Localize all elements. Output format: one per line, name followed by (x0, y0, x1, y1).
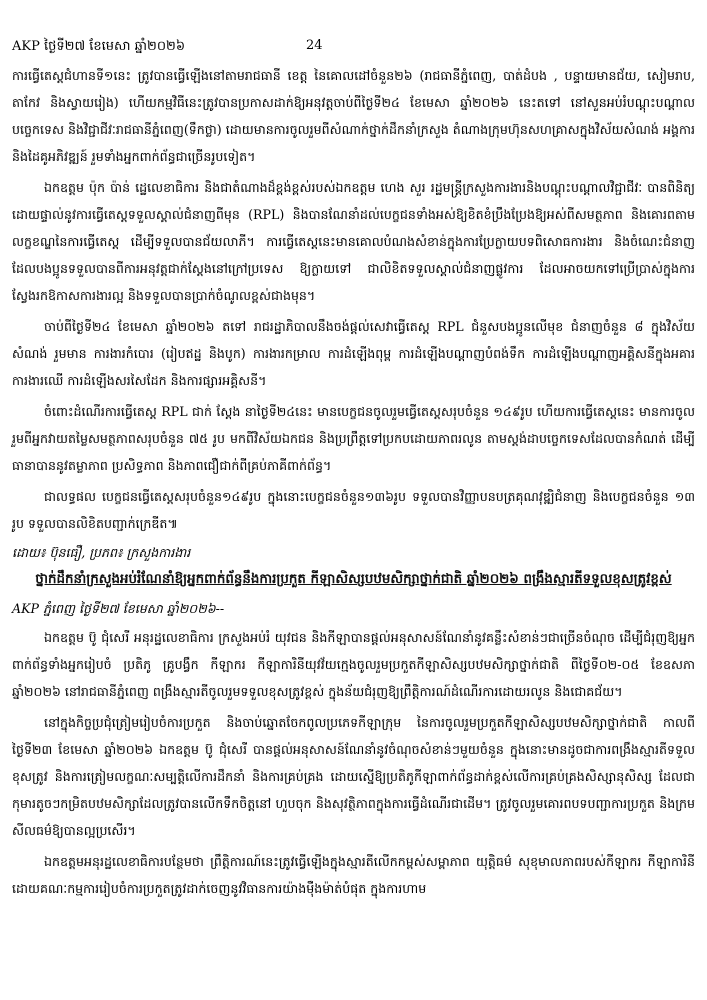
page-header (0, 38, 707, 58)
article2-paragraph-3: ឯកឧត្តមអនុរដ្ឋលេខាធិការបន្ថែមថា ព្រឹត្តិការណ៍នេះត្រូវធ្វើឡើងក្នុងស្មារតីលើកកម្ពស់សម្ពាភាព យុត្តិធម៌ សុខុមាលភាពរបស់កីឡាករ កីឡាការិនី ដោយគណៈកម្មការរៀបចំការប្រកួតត្រូវដាក់ចេញនូវវិធានការយ៉ាងម៉ឺងម៉ាត់បំផុត ក្នុងការហាម (12, 854, 695, 896)
page-content (12, 62, 695, 906)
article2-paragraph-1: ឯកឧត្តម ប៊ូ ជុំសេរី អនុរដ្ឋលេខាធិការ ក្រសួងអប់រំ យុវជន និងកីឡាបានផ្តល់អនុសាសន៍ណែនាំនូវគន្លឹះសំខាន់ៗជាច្រើនចំណុច ដើម្បីជំរុញឱ្យអ្នកពាក់ព័ន្ធទាំងអ្នករៀបចំ ប្រតិភូ គ្រូបង្វឹក កីឡាករ កីឡាការិនីយុវវ័យក្មេងចូលរួមប្រកួតកីឡាសិស្សបឋមសិក្សាថ្នាក់ជាតិ ពីថ្ងៃទី០២-០៥ ខែឧសភា ឆ្នាំ២០២៦ នៅរាជធានីភ្នំពេញ ពង្រឹងស្មារតីចូលរួមទទួលខុសត្រូវខ្ពស់ ក្នុងន័យជំរុញឱ្យព្រឹត្តិការណ៍ដំណើរការដោយរលូន និងជោគជ័យ។ (12, 630, 695, 699)
article1-paragraph-1: ការធ្វើតេស្តជំហានទី១នេះ ត្រូវបានធ្វើឡើងនៅតាមរាជធានី ខេត្ត នៃគោលដៅចំនួន២៦ (រាជធានីភ្នំពេញ, បាត់ដំបង , បន្ទាយមានជ័យ, សៀមរាប, តាកែវ និងស្វាយរៀង) ហើយកម្មវិធីនេះត្រូវបានប្រកាសដាក់ឱ្យអនុវត្តចាប់ពីថ្ងៃទី២៤ ខែមេសា ឆ្នាំ២០២៦ នេះតទៅ នៅសួនអប់រំបណ្តុះបណ្តាលបច្ចេកទេស និងវិជ្ជាជីវៈរាជធានីភ្នំពេញ(ទឹកថ្លា) ដោយមានការចូលរួមពីសំណាក់ថ្នាក់ដឹកនាំក្រសួង តំណាងក្រុមហ៊ុនសហគ្រាសក្នុងវិស័យសំណង់ អង្គការ និងដៃគូអភិវឌ្ឍន៍ រួមទាំងអ្នកពាក់ព័ន្ធជាច្រើនរូបទៀត។ (12, 68, 695, 164)
article-school-sports (12, 567, 695, 902)
article1-byline: ដោយ៖ ប៊ុនធឿ, ប្រភព៖ ក្រសួងការងារ (12, 545, 191, 560)
article1-paragraph-3: ចាប់ពីថ្ងៃទី២៤ ខែមេសា ឆ្នាំ២០២៦ តទៅ រាជរដ្ឋាភិបាលនឹងចង់ផ្តល់សេវាធ្វើតេស្ត RPL ជំនួសបងប្អូនលើមុខ ជំនាញចំនួន ៨ ក្នុងវិស័យសំណង់ រួមមាន ការងារកំបោរ (រៀបឥដ្ឋ និងបូក) ការងារកម្រាល ការដំឡើងពុម្ព ការដំឡើងបណ្តាញបំពង់ទឹក ការដំឡើងបណ្តាញអគ្គិសនីក្នុងអគារ ការងារឈើ ការដំឡើងសរសៃដែក និងការផ្សារអគ្គិសនី។ (12, 319, 695, 388)
article2-headline: ថ្នាក់ដឹកនាំក្រសួងអប់រំណែនាំឱ្យអ្នកពាក់ព័ន្ធនឹងការប្រកួត កីឡាសិស្សបឋមសិក្សាថ្នាក់ជាតិ ឆ្នាំ២០២៦ ពង្រឹងស្មារតីទទួលខុសត្រូវខ្ពស់ (35, 571, 672, 587)
article2-paragraph-2: នៅក្នុងកិច្ចប្រជុំត្រៀមរៀបចំការប្រកួត និងចាប់ឆ្នោតចែកពូលប្រភេទកីឡាក្រុម នៃការចូលរួមប្រកួតកីឡាសិស្សបឋមសិក្សាថ្នាក់ជាតិ កាលពីថ្ងៃទី២៣ ខែមេសា ឆ្នាំ២០២៦ ឯកឧត្តម ប៊ូ ជុំសេរី បានផ្តល់អនុសាសន៍ណែនាំនូវចំណុចសំខាន់ៗមួយចំនួន ក្នុងនោះមានដូចជាការពង្រឹងស្មារតីទទួលខុសត្រូវ និងការត្រៀមលក្ខណៈសម្បត្តិលើការដឹកនាំ និងការគ្រប់គ្រង ដោយស្នើឱ្យប្រតិភូកីឡាពាក់ព័ន្ធដាក់ខ្ពស់លើការគ្រប់គ្រងសិស្សានុសិស្ស ដែលជាកុមារតូចៗកម្រិតបឋមសិក្សាដែលត្រូវបានលើកទឹកចិត្តនៅ ហួបចុក និងសុវត្ថិភាពក្នុងការធ្វើដំណើរជាដើម។ ត្រូវចូលរួមគោរពបទបញ្ជាការប្រកួត និងក្រមសីលធម៌ឱ្យបានល្អប្រសើរ។ (12, 715, 695, 838)
article1-paragraph-2: ឯកឧត្តម ប៉ុក ប៉ាន់ ដ្ឋេលេខាធិការ និងជាតំណាងដ៏ខ្ពង់ខ្ពស់របស់ឯកឧត្តម ហេង សួរ រដ្ឋមន្ត្រីក្រសួងការងារនិងបណ្តុះបណ្តាលវិជ្ជាជីវៈ បានពិនិត្យដោយផ្ទាល់នូវការធ្វើតេស្តទទួលស្គាល់ជំនាញពីមុន (RPL) និងបានណែនាំដល់បេក្ខជនទាំងអស់ឱ្យខិតខំប្រឹងប្រែងឱ្យអស់ពីសមត្ថភាព និងគោរពតាមលក្ខខណ្ឌនៃការធ្វើតេស្ត ដើម្បីទទួលបានជ័យលាភី។ ការធ្វើតេស្តនេះមានគោលបំណងសំខាន់ក្នុងការប្រែក្លាយបទពិសោធការងារ និងចំណេះជំនាញដែលបងប្អូនទទួលបានពីការអនុវត្តជាក់ស្តែងនៅក្រៅប្រទេស ឱ្យក្លាយទៅ ជាលិខិតទទួលស្គាល់ជំនាញផ្លូវការ ដែលអាចយកទៅប្រើប្រាស់ក្នុងការ ស្វែងរកឱកាសការងារល្អ និងទទួលបានប្រាក់ចំណូលខ្ពស់ជាងមុន។ (12, 180, 695, 303)
article1-paragraph-4: ចំពោះដំណើរការធ្វើតេស្ត RPL ជាក់ ស្តែង នាថ្ងៃទី២៤នេះ មានបេក្ខជនចូលរួមធ្វើតេស្តសរុបចំនួន ១៤៩រូប ហើយការធ្វើតេស្តនេះ មានការចូលរួមពីអ្នកវាយតម្លៃសមត្ថភាពសរុបចំនួន ៧៥ រូប មកពីវិស័យឯកជន និងប្រព្រឹត្តទៅប្រកបដោយភាពរលូន តាមស្តង់ដាបច្ចេកទេសដែលបានកំណត់ ដើម្បីធានាបាននូវតម្លាភាព ប្រសិទ្ធភាព និងភាពជឿជាក់ពីគ្រប់ភាគីពាក់ព័ន្ធ។ (12, 404, 695, 473)
article1-paragraph-5: ជាលទ្ធផល បេក្ខជនធ្វើតេស្តសរុបចំនួន១៤៩រូប ក្នុងនោះបេក្ខជនចំនួន១៣៦រូប ទទួលបានវិញ្ញាបនបត្រគុណវុឌ្ឍិជំនាញ និងបេក្ខជនចំនួន ១៣ រូប ទទួលបានលិខិតបញ្ជាក់ក្រេឌីត៕ (12, 489, 695, 531)
article-rpl-testing (12, 62, 695, 565)
header-date: AKP ថ្ងៃទី២៧ ខែមេសា ឆ្នាំ២០២៦ (12, 39, 186, 54)
article2-dateline: AKP ភ្នំពេញ ថ្ងៃទី២៧ ខែមេសា ឆ្នាំ២០២៦-- (12, 601, 225, 616)
page-number: 24 (306, 38, 323, 53)
